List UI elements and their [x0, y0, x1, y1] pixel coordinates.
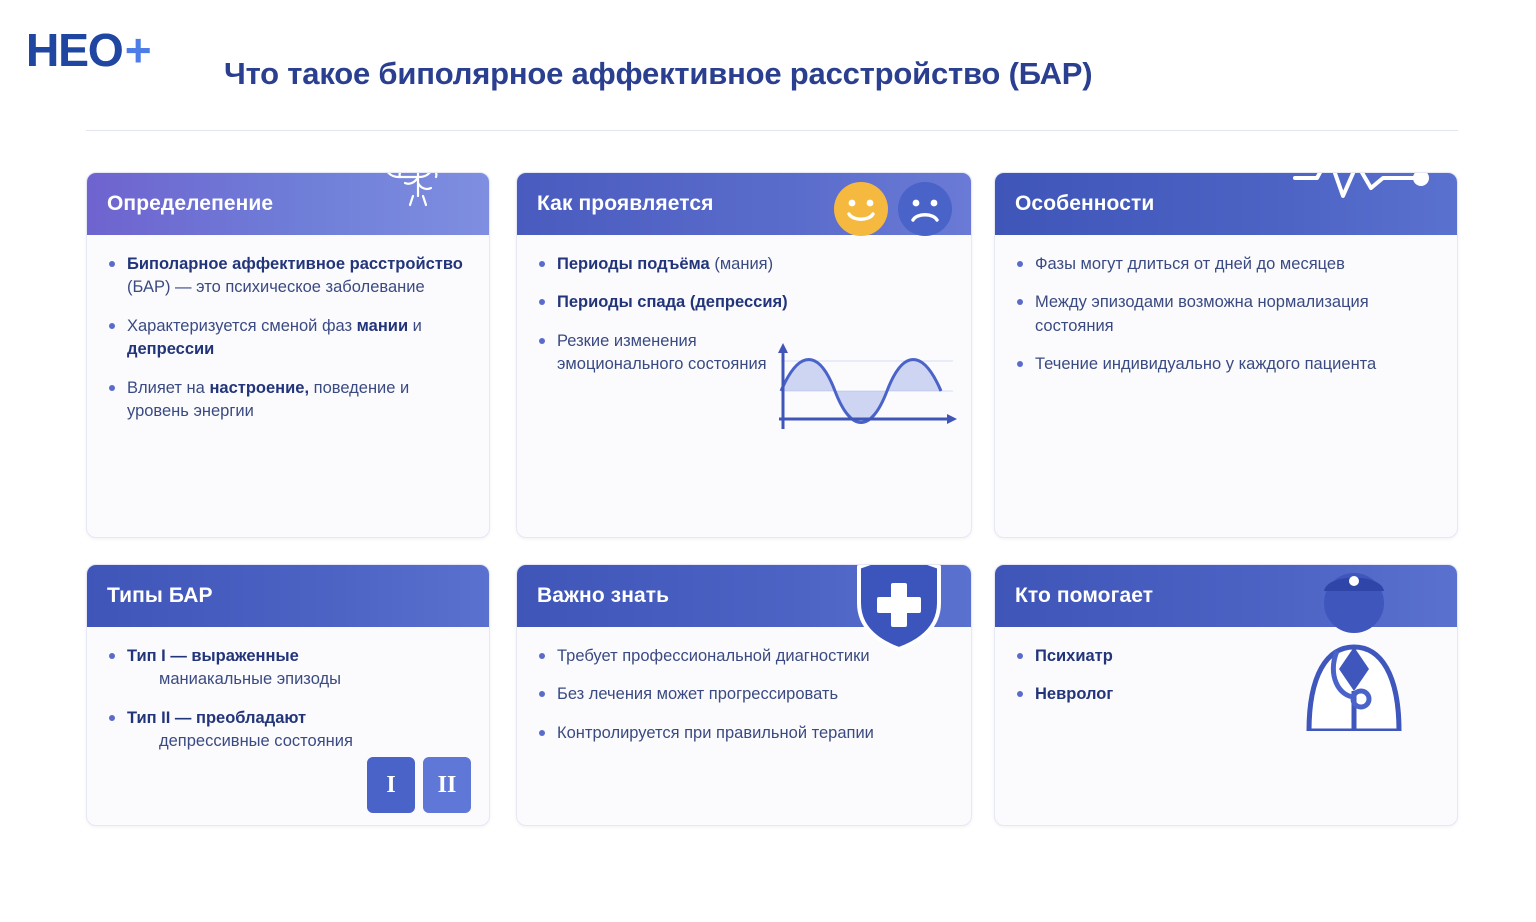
card-important-list	[537, 645, 951, 745]
card-symptoms-body	[517, 235, 971, 537]
card-definition-list	[107, 253, 469, 424]
list-item	[1015, 291, 1437, 338]
badge-type-2: II	[423, 757, 471, 813]
card-important-header	[517, 565, 971, 627]
brand-logo	[26, 24, 206, 76]
brand-name: HEO	[26, 24, 123, 76]
item-plain: Без лечения может прогрессировать	[557, 685, 839, 704]
list-item	[107, 707, 407, 754]
card-who-header	[995, 565, 1457, 627]
card-definition-title: Определепение	[107, 192, 274, 215]
card-types	[86, 564, 490, 826]
page-title: Что такое биполярное аффективное расстройство (БАР)	[224, 56, 1093, 91]
list-item	[537, 722, 951, 745]
item-mid: и	[408, 316, 422, 335]
card-types-list	[107, 645, 407, 754]
item-strong: Тип I — выраженные	[127, 647, 299, 665]
list-item	[1015, 253, 1437, 276]
item-strong: Биполарное аффективное расстройство	[127, 255, 463, 273]
card-types-header	[87, 565, 489, 627]
badge-type-1: I	[367, 757, 415, 813]
smiley-faces-icon	[831, 179, 955, 239]
item-strong: мании	[356, 316, 409, 335]
item-rest: (мания)	[709, 255, 774, 273]
sad-face-icon	[895, 179, 955, 239]
card-who-list	[1015, 645, 1437, 707]
card-features-body	[995, 235, 1457, 537]
roman-numerals-icon	[367, 757, 471, 813]
item-pre: Характеризуется сменой фаз	[127, 316, 357, 335]
card-definition-body	[87, 235, 489, 537]
item-pre: Влияет на	[127, 378, 210, 397]
brain-icon	[369, 172, 479, 207]
card-important-body	[517, 627, 971, 825]
card-symptoms-header	[517, 173, 971, 235]
card-features-list	[1015, 253, 1437, 377]
list-item	[537, 291, 807, 314]
list-item	[107, 645, 407, 692]
card-features-header	[995, 173, 1457, 235]
card-definition	[86, 172, 490, 538]
list-item	[537, 330, 807, 377]
card-types-title: Типы БАР	[107, 584, 213, 607]
card-features	[994, 172, 1458, 538]
list-item	[537, 253, 807, 276]
item-strong: Периоды спада (депрессия)	[557, 293, 788, 312]
list-item	[537, 683, 951, 706]
item-strong2: депрессии	[127, 340, 215, 359]
list-item	[107, 377, 469, 424]
item-plain: Контролируется при правильной терапии	[557, 723, 874, 742]
card-who	[994, 564, 1458, 826]
card-types-body	[87, 627, 489, 825]
brand-plus: +	[124, 24, 152, 76]
card-features-title: Особенности	[1015, 192, 1155, 215]
item-plain: Фазы могут длиться от дней до месяцев	[1035, 255, 1345, 273]
card-definition-header	[87, 173, 489, 235]
item-plain: Между эпизодами возможна нормализация состояния	[1035, 293, 1369, 335]
item-plain: Течение индивидуально у каждого пациента	[1035, 355, 1377, 374]
card-who-body	[995, 627, 1457, 825]
item-strong: Периоды подъёма	[557, 255, 710, 273]
item-plain: Резкие изменения эмоционального состояния	[557, 331, 767, 374]
mood-wave-chart	[771, 341, 961, 433]
item-rest: маниакальные эпизоды	[159, 670, 341, 689]
item-strong: Психиатр	[1035, 647, 1113, 665]
item-strong: Тип II — преобладают	[127, 708, 307, 727]
list-item	[537, 645, 951, 668]
item-rest: (БАР) — это психическое заболевание	[127, 278, 425, 297]
title-divider	[86, 130, 1458, 131]
item-rest: депрессивные состояния	[159, 732, 353, 751]
card-important-title: Важно знать	[537, 584, 670, 607]
list-item	[1015, 645, 1437, 668]
item-rest: поведение и уровень энергии	[127, 378, 410, 421]
card-symptoms-title: Как проявляется	[537, 192, 714, 215]
heartbeat-icon	[1289, 172, 1449, 206]
item-strong: Невролог	[1035, 685, 1114, 704]
card-important	[516, 564, 972, 826]
list-item	[1015, 683, 1437, 706]
list-item	[1015, 353, 1437, 376]
card-symptoms-list	[537, 253, 807, 377]
happy-face-icon	[831, 179, 891, 239]
item-strong: настроение,	[209, 378, 310, 397]
card-symptoms	[516, 172, 972, 538]
list-item	[107, 315, 469, 362]
card-who-title: Кто помогает	[1015, 584, 1154, 607]
item-plain: Требует профессиональной диагностики	[557, 647, 870, 665]
list-item	[107, 253, 469, 300]
